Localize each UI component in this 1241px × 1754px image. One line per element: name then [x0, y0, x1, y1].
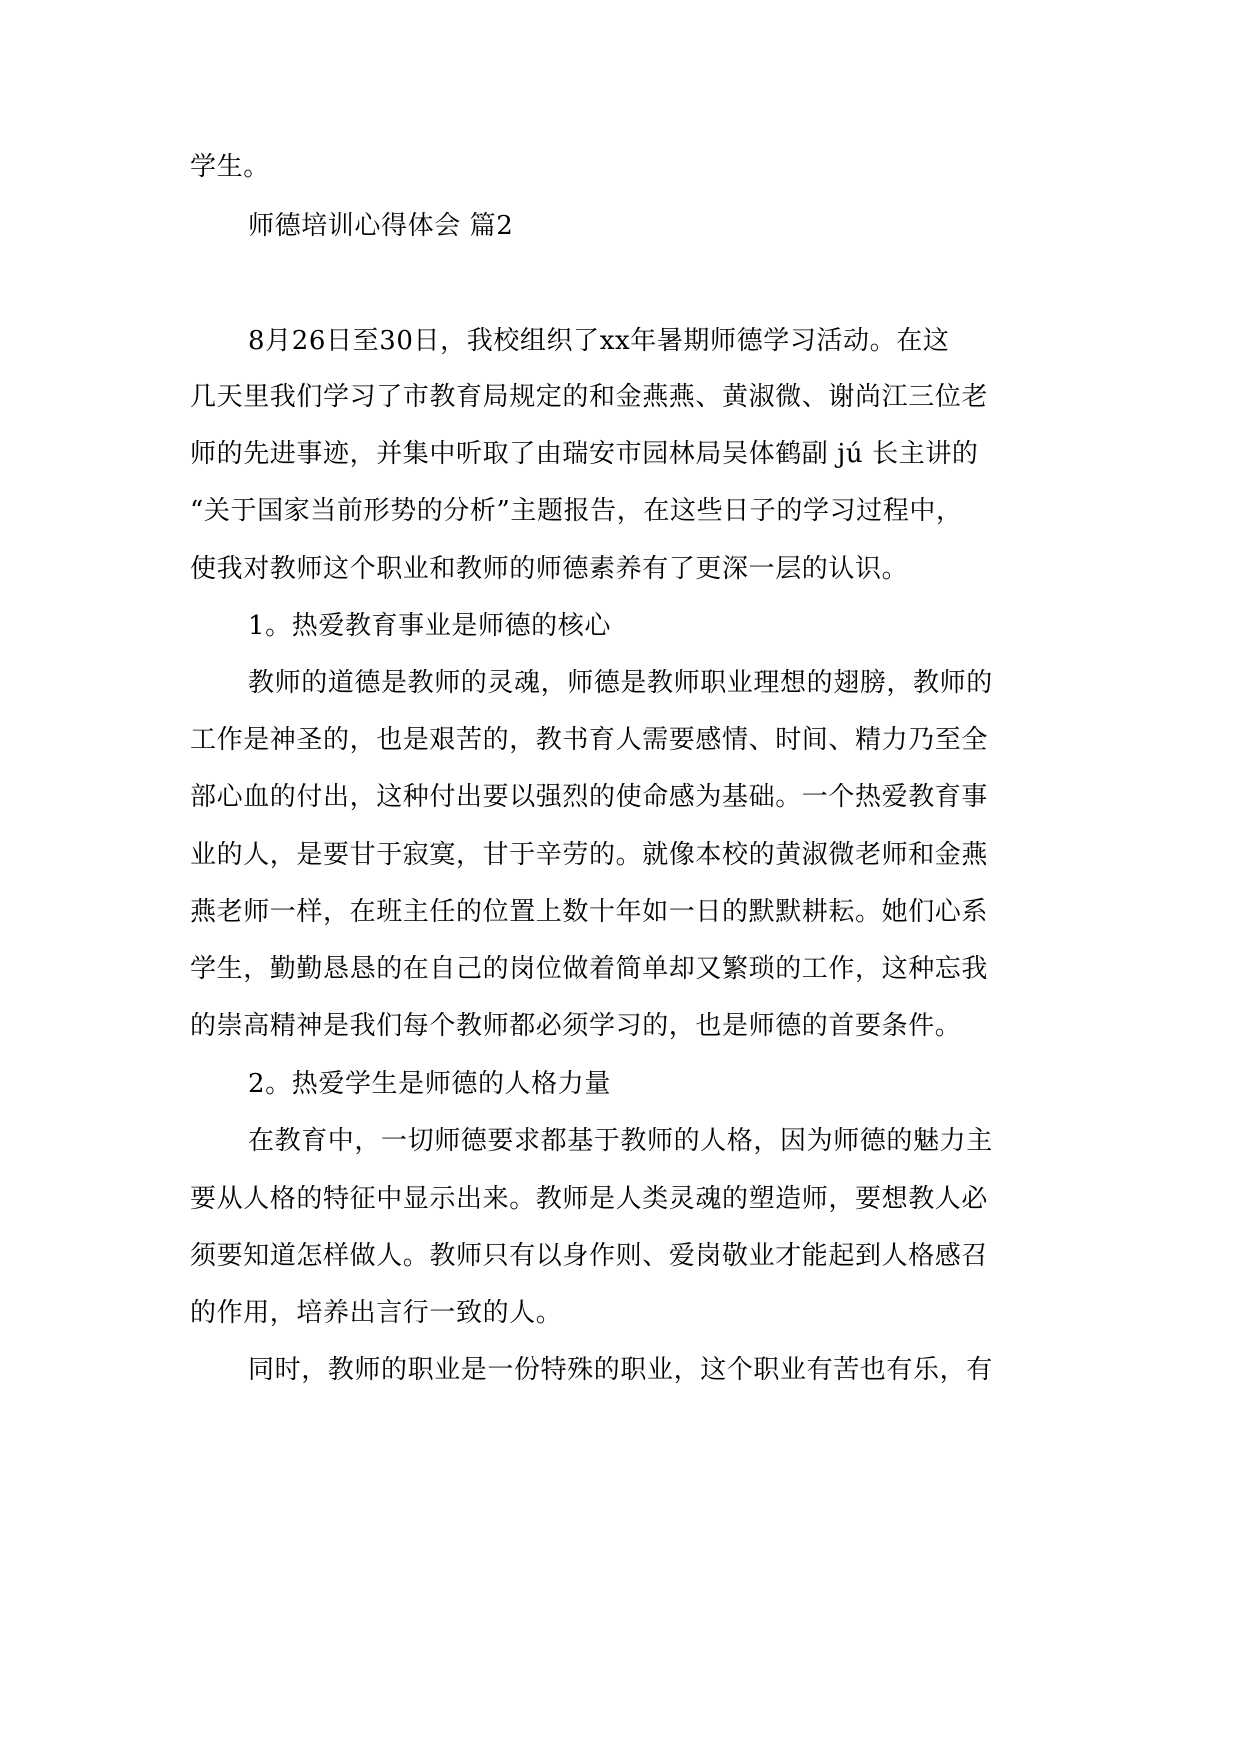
- paragraph-line: 几天里我们学习了市教育局规定的和金燕燕、黄淑微、谢尚江三位老: [190, 382, 989, 412]
- subsection-heading: 1。热爱教育事业是师德的核心: [248, 611, 611, 641]
- paragraph-line: 部心血的付出，这种付出要以强烈的使命感为基础。一个热爱教育事: [190, 782, 989, 812]
- paragraph-line: 使我对教师这个职业和教师的师德素养有了更深一层的认识。: [190, 554, 909, 584]
- paragraph-line: 在教育中，一切师德要求都基于教师的人格，因为师德的魅力主: [248, 1126, 993, 1156]
- paragraph-line: 燕老师一样，在班主任的位置上数十年如一日的默默耕耘。她们心系: [190, 897, 989, 927]
- section-heading: 师德培训心得体会 篇2: [248, 211, 514, 241]
- paragraph-line: 工作是神圣的，也是艰苦的，教书育人需要感情、时间、精力乃至全: [190, 725, 989, 755]
- paragraph-line: 的崇高精神是我们每个教师都必须学习的，也是师德的首要条件。: [190, 1011, 962, 1041]
- paragraph-line: 师的先进事迹，并集中听取了由瑞安市园林局吴体鹤副 jú 长主讲的: [190, 439, 979, 469]
- paragraph-line: 同时，教师的职业是一份特殊的职业，这个职业有苦也有乐，有: [248, 1355, 993, 1385]
- subsection-heading: 2。热爱学生是师德的人格力量: [248, 1069, 611, 1099]
- paragraph-line: 业的人，是要甘于寂寞，甘于辛劳的。就像本校的黄淑微老师和金燕: [190, 840, 989, 870]
- paragraph-line: 学生。: [190, 152, 270, 182]
- paragraph-line: 的作用，培养出言行一致的人。: [190, 1298, 563, 1328]
- paragraph-line: 教师的道德是教师的灵魂，师德是教师职业理想的翅膀，教师的: [248, 668, 993, 698]
- paragraph-line: 须要知道怎样做人。教师只有以身作则、爱岗敬业才能起到人格感召: [190, 1241, 989, 1271]
- paragraph-line: 要从人格的特征中显示出来。教师是人类灵魂的塑造师，要想教人必: [190, 1184, 989, 1214]
- paragraph-line: 学生，勤勤恳恳的在自己的岗位做着简单却又繁琐的工作，这种忘我: [190, 954, 989, 984]
- paragraph-line: 8月26日至30日，我校组织了xx年暑期师德学习活动。在这: [248, 326, 950, 356]
- paragraph-line: “关于国家当前形势的分析”主题报告，在这些日子的学习过程中，: [190, 496, 963, 526]
